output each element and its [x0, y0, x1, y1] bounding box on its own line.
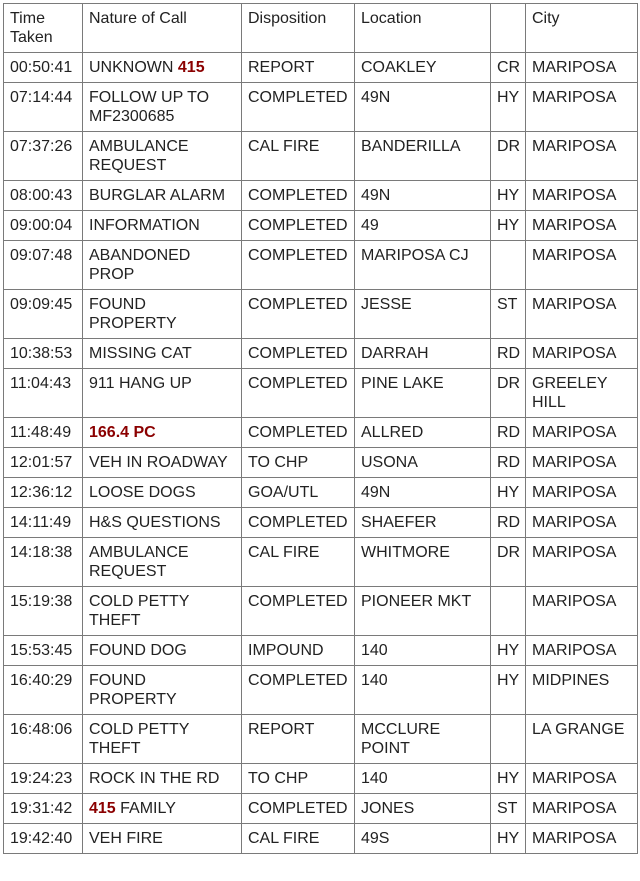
- cell-nature: [83, 181, 242, 211]
- cell-city: MARIPOSA: [526, 83, 638, 132]
- cell-nature: [83, 448, 242, 478]
- cell-nature: [83, 83, 242, 132]
- cell-location: COAKLEY: [355, 53, 491, 83]
- cell-nature: [83, 211, 242, 241]
- cell-time: 14:18:38: [4, 538, 83, 587]
- cell-time: 11:48:49: [4, 418, 83, 448]
- table-row: [4, 181, 638, 211]
- cell-disposition: COMPLETED: [242, 587, 355, 636]
- cell-street-suffix: HY: [491, 181, 526, 211]
- nature-text: AMBULANCE REQUEST: [89, 138, 189, 174]
- cell-time: 15:53:45: [4, 636, 83, 666]
- table-row: [4, 666, 638, 715]
- cell-time: 00:50:41: [4, 53, 83, 83]
- cell-nature: [83, 508, 242, 538]
- cell-city: MARIPOSA: [526, 587, 638, 636]
- nature-text: ABANDONED PROP: [89, 247, 191, 283]
- cell-location: BANDERILLA: [355, 132, 491, 181]
- cell-city: MARIPOSA: [526, 418, 638, 448]
- cell-city: MARIPOSA: [526, 181, 638, 211]
- table-row: [4, 369, 638, 418]
- cell-location: JESSE: [355, 290, 491, 339]
- nature-text: ROCK IN THE RD: [89, 770, 220, 787]
- cell-nature: [83, 53, 242, 83]
- nature-text: 911 HANG UP: [89, 375, 192, 392]
- penal-code-highlight: 166.4 PC: [89, 424, 156, 441]
- table-row: [4, 211, 638, 241]
- table-row: [4, 418, 638, 448]
- cell-city: MARIPOSA: [526, 132, 638, 181]
- header-row: [4, 4, 638, 53]
- cell-street-suffix: HY: [491, 824, 526, 854]
- cell-nature: [83, 290, 242, 339]
- cell-nature: [83, 369, 242, 418]
- table-row: [4, 508, 638, 538]
- cell-disposition: COMPLETED: [242, 241, 355, 290]
- cell-time: 16:40:29: [4, 666, 83, 715]
- table-row: [4, 241, 638, 290]
- cell-location: 140: [355, 636, 491, 666]
- cell-street-suffix: [491, 715, 526, 764]
- nature-text: LOOSE DOGS: [89, 484, 196, 501]
- cell-time: 19:31:42: [4, 794, 83, 824]
- cell-disposition: REPORT: [242, 53, 355, 83]
- cell-location: PINE LAKE: [355, 369, 491, 418]
- cell-nature: [83, 132, 242, 181]
- cell-time: 07:14:44: [4, 83, 83, 132]
- header-location: Location: [355, 4, 491, 53]
- nature-text: VEH IN ROADWAY: [89, 454, 228, 471]
- cell-nature: [83, 794, 242, 824]
- cell-time: 10:38:53: [4, 339, 83, 369]
- table-row: [4, 587, 638, 636]
- table-row: [4, 83, 638, 132]
- cell-disposition: COMPLETED: [242, 508, 355, 538]
- cell-nature: [83, 764, 242, 794]
- cell-location: 49N: [355, 181, 491, 211]
- table-row: [4, 794, 638, 824]
- cell-location: PIONEER MKT: [355, 587, 491, 636]
- table-row: [4, 824, 638, 854]
- cell-street-suffix: CR: [491, 53, 526, 83]
- table-row: [4, 339, 638, 369]
- cell-location: USONA: [355, 448, 491, 478]
- cell-nature: [83, 241, 242, 290]
- cell-nature: [83, 715, 242, 764]
- cell-disposition: REPORT: [242, 715, 355, 764]
- cell-nature: [83, 636, 242, 666]
- cell-city: MARIPOSA: [526, 53, 638, 83]
- cell-disposition: COMPLETED: [242, 290, 355, 339]
- table-row: [4, 53, 638, 83]
- cell-time: 12:36:12: [4, 478, 83, 508]
- header-nature: Nature of Call: [83, 4, 242, 53]
- nature-text: INFORMATION: [89, 217, 200, 234]
- table-row: [4, 636, 638, 666]
- nature-text: FOLLOW UP TO MF2300685: [89, 89, 210, 125]
- table-row: [4, 478, 638, 508]
- cell-disposition: COMPLETED: [242, 794, 355, 824]
- table-row: [4, 132, 638, 181]
- cell-nature: [83, 666, 242, 715]
- cell-disposition: COMPLETED: [242, 181, 355, 211]
- penal-code-highlight: 415: [89, 800, 116, 817]
- nature-text: FOUND DOG: [89, 642, 187, 659]
- cell-city: MARIPOSA: [526, 211, 638, 241]
- cell-disposition: COMPLETED: [242, 666, 355, 715]
- table-body: [4, 53, 638, 854]
- cell-disposition: COMPLETED: [242, 211, 355, 241]
- cell-disposition: CAL FIRE: [242, 538, 355, 587]
- cell-time: 09:09:45: [4, 290, 83, 339]
- cell-street-suffix: DR: [491, 132, 526, 181]
- table-row: [4, 764, 638, 794]
- nature-text: FOUND PROPERTY: [89, 296, 177, 332]
- cell-time: 19:24:23: [4, 764, 83, 794]
- header-city: City: [526, 4, 638, 53]
- cell-street-suffix: HY: [491, 764, 526, 794]
- cell-nature: [83, 478, 242, 508]
- cell-time: 09:00:04: [4, 211, 83, 241]
- cell-street-suffix: DR: [491, 369, 526, 418]
- cell-street-suffix: HY: [491, 666, 526, 715]
- cell-location: JONES: [355, 794, 491, 824]
- nature-text-suffix: FAMILY: [115, 800, 176, 817]
- cell-street-suffix: RD: [491, 448, 526, 478]
- cell-time: 14:11:49: [4, 508, 83, 538]
- table-row: [4, 538, 638, 587]
- nature-text: BURGLAR ALARM: [89, 187, 226, 204]
- nature-text: VEH FIRE: [89, 830, 163, 847]
- cell-time: 11:04:43: [4, 369, 83, 418]
- cell-location: ALLRED: [355, 418, 491, 448]
- cell-city: MARIPOSA: [526, 538, 638, 587]
- cell-street-suffix: DR: [491, 538, 526, 587]
- cell-time: 08:00:43: [4, 181, 83, 211]
- cell-city: MARIPOSA: [526, 508, 638, 538]
- cell-time: 12:01:57: [4, 448, 83, 478]
- cell-street-suffix: ST: [491, 794, 526, 824]
- cell-street-suffix: ST: [491, 290, 526, 339]
- cell-disposition: COMPLETED: [242, 83, 355, 132]
- cell-disposition: COMPLETED: [242, 339, 355, 369]
- cell-nature: [83, 587, 242, 636]
- cell-street-suffix: HY: [491, 211, 526, 241]
- cell-nature: [83, 339, 242, 369]
- nature-text: COLD PETTY THEFT: [89, 721, 190, 757]
- cell-disposition: COMPLETED: [242, 418, 355, 448]
- cell-time: 16:48:06: [4, 715, 83, 764]
- cell-time: 09:07:48: [4, 241, 83, 290]
- cell-disposition: IMPOUND: [242, 636, 355, 666]
- cell-location: 140: [355, 764, 491, 794]
- nature-text: COLD PETTY THEFT: [89, 593, 190, 629]
- cell-location: MCCLURE POINT: [355, 715, 491, 764]
- nature-text: UNKNOWN: [89, 59, 178, 76]
- cell-city: MARIPOSA: [526, 339, 638, 369]
- cell-city: LA GRANGE: [526, 715, 638, 764]
- cell-city: MARIPOSA: [526, 241, 638, 290]
- cell-city: MIDPINES: [526, 666, 638, 715]
- cell-street-suffix: HY: [491, 478, 526, 508]
- penal-code-highlight: 415: [177, 59, 205, 76]
- cell-nature: [83, 418, 242, 448]
- table-row: [4, 715, 638, 764]
- cell-city: MARIPOSA: [526, 448, 638, 478]
- cell-location: SHAEFER: [355, 508, 491, 538]
- cell-street-suffix: [491, 587, 526, 636]
- cell-street-suffix: RD: [491, 339, 526, 369]
- header-time: Time Taken: [4, 4, 83, 53]
- cell-time: 15:19:38: [4, 587, 83, 636]
- header-disposition: Disposition: [242, 4, 355, 53]
- cell-time: 07:37:26: [4, 132, 83, 181]
- table-row: [4, 290, 638, 339]
- cell-location: 49N: [355, 83, 491, 132]
- cell-location: 49S: [355, 824, 491, 854]
- nature-text: MISSING CAT: [89, 345, 192, 362]
- nature-text: AMBULANCE REQUEST: [89, 544, 189, 580]
- cell-disposition: TO CHP: [242, 448, 355, 478]
- cell-street-suffix: RD: [491, 508, 526, 538]
- cell-street-suffix: [491, 241, 526, 290]
- cell-disposition: CAL FIRE: [242, 824, 355, 854]
- cell-disposition: COMPLETED: [242, 369, 355, 418]
- cell-location: MARIPOSA CJ: [355, 241, 491, 290]
- cell-street-suffix: RD: [491, 418, 526, 448]
- calls-table: [3, 3, 638, 854]
- cell-city: MARIPOSA: [526, 764, 638, 794]
- cell-city: MARIPOSA: [526, 794, 638, 824]
- cell-location: DARRAH: [355, 339, 491, 369]
- header-suffix: [491, 4, 526, 53]
- cell-city: MARIPOSA: [526, 824, 638, 854]
- nature-text: FOUND PROPERTY: [89, 672, 177, 708]
- cell-street-suffix: HY: [491, 636, 526, 666]
- cell-city: MARIPOSA: [526, 636, 638, 666]
- cell-nature: [83, 824, 242, 854]
- cell-time: 19:42:40: [4, 824, 83, 854]
- cell-location: 140: [355, 666, 491, 715]
- table-header: [4, 4, 638, 53]
- cell-location: 49N: [355, 478, 491, 508]
- cell-location: 49: [355, 211, 491, 241]
- cell-city: MARIPOSA: [526, 290, 638, 339]
- cell-location: WHITMORE: [355, 538, 491, 587]
- nature-text: H&S QUESTIONS: [89, 514, 221, 531]
- cell-disposition: GOA/UTL: [242, 478, 355, 508]
- cell-disposition: CAL FIRE: [242, 132, 355, 181]
- cell-disposition: TO CHP: [242, 764, 355, 794]
- cell-city: GREELEY HILL: [526, 369, 638, 418]
- cell-street-suffix: HY: [491, 83, 526, 132]
- cell-city: MARIPOSA: [526, 478, 638, 508]
- cell-nature: [83, 538, 242, 587]
- table-row: [4, 448, 638, 478]
